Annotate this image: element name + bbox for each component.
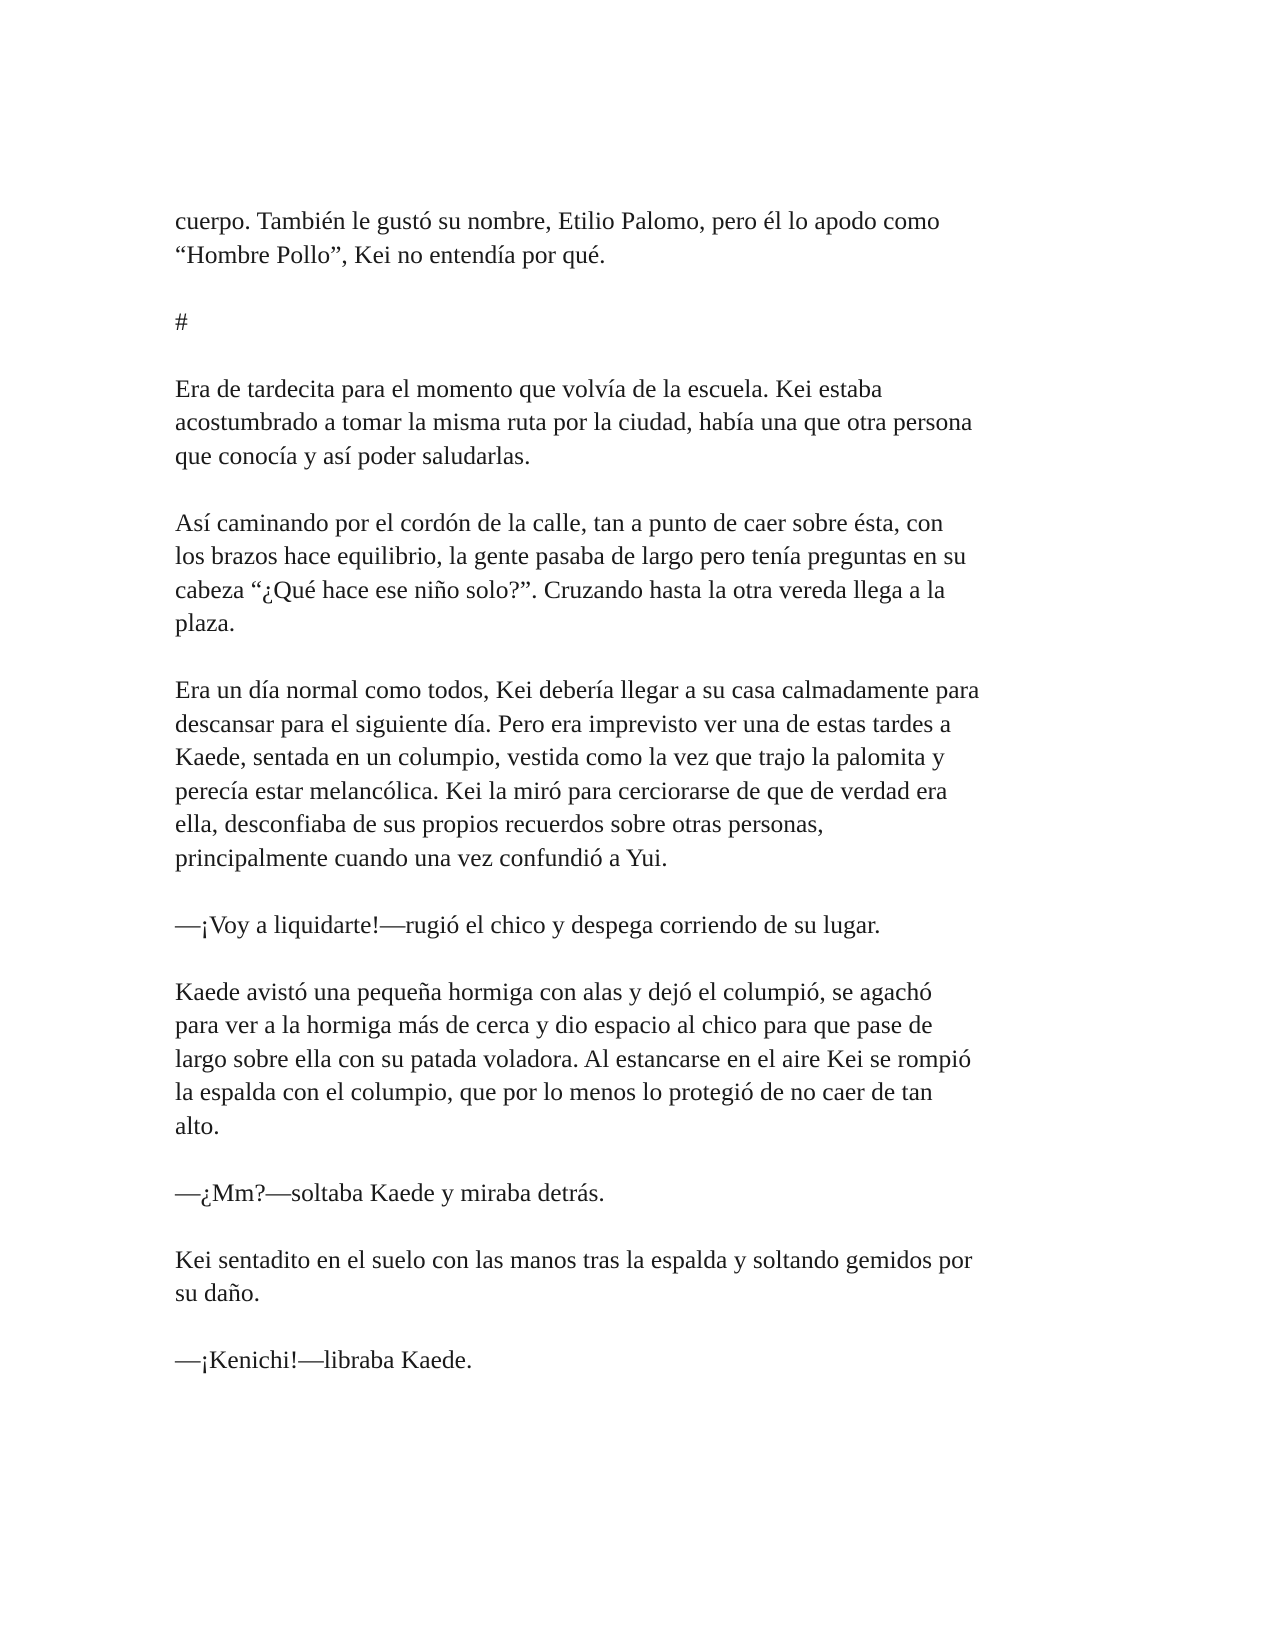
text-line: que conocía y así poder saludarlas. [175, 440, 531, 470]
dialogue-mm [175, 1176, 1105, 1210]
paragraph-caminando [175, 506, 1105, 640]
text-line: la espalda con el columpio, que por lo menos lo protegió de no caer de tan [175, 1077, 933, 1106]
text-line: Kei sentadito en el suelo con las manos tras la espalda y soltando gemidos por [175, 1244, 973, 1274]
text-line: “Hombre Pollo”, Kei no entendía por qué. [175, 239, 606, 269]
text-line: cabeza “¿Qué hace ese niño solo?”. Cruzando hasta la otra vereda llega a la [175, 574, 946, 604]
text-line: acostumbrado a tomar la misma ruta por la ciudad, había una que otra persona [175, 407, 973, 436]
text-line: largo sobre ella con su patada voladora. Al estancarse en el aire Kei se rompió [175, 1043, 972, 1073]
dialogue-kenichi [175, 1343, 1105, 1377]
paragraph-cuerpo [175, 204, 1105, 271]
text-line: plaza. [175, 608, 236, 637]
paragraph-spacer [175, 1209, 1105, 1243]
paragraph-hormiga [175, 975, 1105, 1143]
paragraph-spacer [175, 874, 1105, 908]
body-text [175, 204, 1105, 1377]
paragraph-spacer [175, 338, 1105, 372]
paragraph-spacer [175, 271, 1105, 305]
paragraph-sentadito [175, 1243, 1105, 1310]
text-line: principalmente cuando una vez confundió a Yui. [175, 842, 668, 872]
paragraph-spacer [175, 941, 1105, 975]
scene-break [175, 305, 1105, 339]
text-line: Era un día normal como todos, Kei debería llegar a su casa calmadamente para [175, 675, 980, 704]
dialogue-liquidarte [175, 908, 1105, 942]
text-line: ella, desconfiaba de sus propios recuerdos sobre otras personas, [175, 809, 824, 838]
text-line: descansar para el siguiente día. Pero era imprevisto ver una de estas tardes a [175, 708, 952, 738]
text-line: —¡Kenichi!—libraba Kaede. [175, 1345, 473, 1374]
paragraph-spacer [175, 1310, 1105, 1344]
text-line: Era de tardecita para el momento que volvía de la escuela. Kei estaba [175, 373, 883, 403]
text-line: cuerpo. También le gustó su nombre, Etilio Palomo, pero él lo apodo como [175, 206, 940, 235]
paragraph-spacer [175, 1142, 1105, 1176]
paragraph-dia-normal [175, 673, 1105, 874]
text-line: su daño. [175, 1278, 260, 1307]
text-line: —¿Mm?—soltaba Kaede y miraba detrás. [175, 1177, 605, 1207]
text-line: los brazos hace equilibrio, la gente pasaba de largo pero tenía preguntas en su [175, 541, 967, 570]
text-line: Así caminando por el cordón de la calle, tan a punto de caer sobre ésta, con [175, 507, 944, 537]
text-line: alto. [175, 1110, 220, 1140]
text-line: para ver a la hormiga más de cerca y dio espacio al chico para que pase de [175, 1010, 933, 1039]
text-line: —¡Voy a liquidarte!—rugió el chico y despega corriendo de su lugar. [175, 909, 881, 939]
text-line: perecía estar melancólica. Kei la miró para cerciorarse de que de verdad era [175, 775, 948, 805]
paragraph-spacer [175, 640, 1105, 674]
text-line: # [175, 306, 188, 336]
paragraph-spacer [175, 472, 1105, 506]
text-line: Kaede avistó una pequeña hormiga con alas y dejó el columpió, se agachó [175, 976, 932, 1006]
text-line: Kaede, sentada en un columpio, vestida como la vez que trajo la palomita y [175, 742, 945, 771]
paragraph-tardecita [175, 372, 1105, 473]
